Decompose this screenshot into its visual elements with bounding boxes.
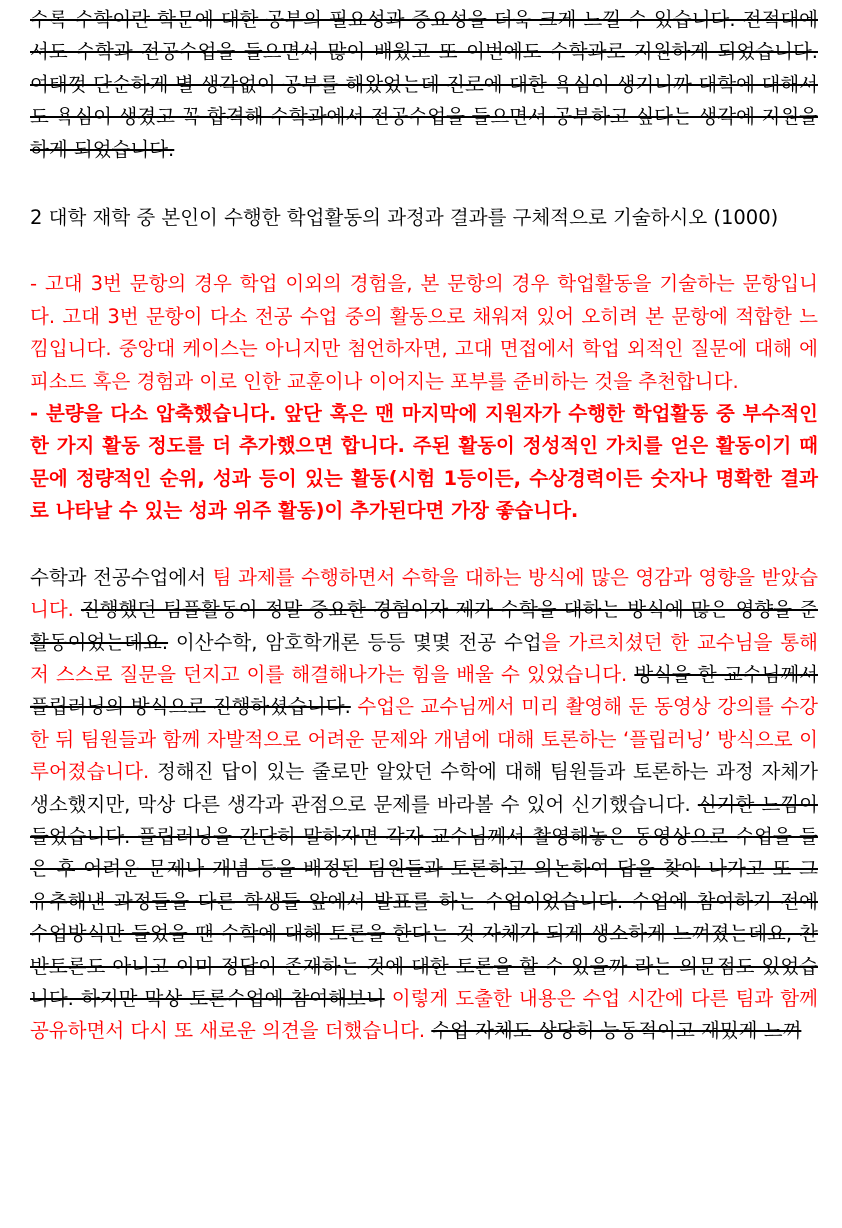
answer-segment-revised: 수업은 교수님께서 미리 촬영해 둔 동영상 강의를 수강한 뒤 팀원들과 함께 자발적으로 어려운 문제와 개념에 대해 토론하는 ‘플립러닝’ 방식으로 이루어졌습니다. (30, 695, 818, 784)
answer-segment-deleted: 수업 자체도 상당히 능동적이고 재밌게 느껴 (431, 1019, 802, 1043)
spacer (30, 234, 818, 256)
answer-segment (74, 598, 81, 621)
struck-intro-paragraph: 수록 수학이란 학문에 대한 공부의 필요성과 중요성을 더욱 크게 느낄 수 있습니다. 전적대에서도 수학과 전공수업을 들으면서 많이 배웠고 또 이번에도 수학과로 지원하게 되었습니다. 여태껏 단순하게 별 생각없이 공부를 해왔었는데 진로에 대한 욕심이 생기니까 대학에 대해서도 욕심이 생겼고 꼭 합격해 수학과에서 전공수업을 들으면서 공부하고 싶다는 생각에 지원을 하게 되었습니다. (30, 8, 818, 161)
answer-segment-revised: 이렇게 도출한 내용은 수업 시간에 다른 팀과 함께 공유하면서 다시 또 새로운 의견을 더했습니다. (30, 986, 818, 1043)
answer-segment-deleted: 방식을 한 교수님께서 플립러닝의 방식으로 진행하셨습니다. (30, 662, 818, 719)
document-body (30, 4, 818, 1048)
spacer (30, 528, 818, 550)
answer-paragraph (30, 562, 818, 1048)
answer-segment-revised: 을 가르치셨던 한 교수님을 통해 저 스스로 질문을 던지고 이를 해결해나가는 힘을 배울 수 있었습니다. (30, 630, 818, 686)
spacer (30, 166, 818, 202)
question-heading: 2 대학 재학 중 본인이 수행한 학업활동의 과정과 결과를 구체적으로 기술하시오 (1000) (30, 206, 779, 230)
answer-segment-deleted: 신기한 느낌이 들었습니다. 플립러닝을 간단히 말하자면 각자 교수님께서 촬영해놓은 동영상으로 수업을 들은 후 어려운 문제나 개념 등을 배정된 팀원들과 토론하고 의논하여 답을 찾아 나가고 또 그 유추해낸 과정들을 다른 학생들 앞에서 발표를 하는 수업이었습니다. 수업에 참여하기 전에 수업방식만 들었을 땐 수학에 대해 토론을 한다는 것 자체가 되게 생소하게 느껴졌는데요, 찬반토론도 아니고 이미 정답이 존재하는 것에 대한 토론을 할 수 있을까 라는 의문점도 있었습니다. 하지만 막상 토론수업에 참여해보니 (30, 792, 818, 1010)
feedback-note-1: - 고대 3번 문항의 경우 학업 이외의 경험을, 본 문항의 경우 학업활동을 기술하는 문항입니다. 고대 3번 문항이 다소 전공 수업 중의 활동으로 채워져 있어 오히려 본 문항에 적합한 느낌입니다. 중앙대 케이스는 아니지만 첨언하자면, 고대 면접에서 학업 외적인 질문에 대해 에피소드 혹은 경험과 이로 인한 교훈이나 이어지는 포부를 준비하는 것을 추천합니다. (30, 272, 818, 393)
answer-segment-revised: 팀 과제를 수행하면서 수학을 대하는 방식에 많은 영감과 영향을 받았습니다. (30, 565, 819, 622)
answer-segment: 정해진 답이 있는 줄로만 알았던 수학에 대해 팀원들과 토론하는 과정 자체가 생소했지만, 막상 다른 생각과 관점으로 문제를 바라볼 수 있어 신기했습니다. (30, 760, 818, 816)
answer-segment-deleted: 진행했던 팀플활동이 정말 중요한 경험이자 제가 수학을 대하는 방식에 많은 영향을 준 활동이었는데요. (30, 598, 818, 654)
feedback-note-2: - 분량을 다소 압축했습니다. 앞단 혹은 맨 마지막에 지원자가 수행한 학업활동 중 부수적인 한 가지 활동 정도를 더 추가했으면 합니다. 주된 활동이 정성적인 가치를 얻은 활동이기 때문에 정량적인 순위, 성과 등이 있는 활동(시험 1등이든, 수상경력이든 숫자나 명확한 결과로 나타날 수 있는 성과 위주 활동)이 추가된다면 가장 좋습니다. (30, 402, 818, 523)
answer-segment: 이산수학, 암호학개론 등등 몇몇 전공 수업 (168, 630, 542, 654)
answer-segment: 수학과 전공수업에서 (30, 565, 213, 589)
